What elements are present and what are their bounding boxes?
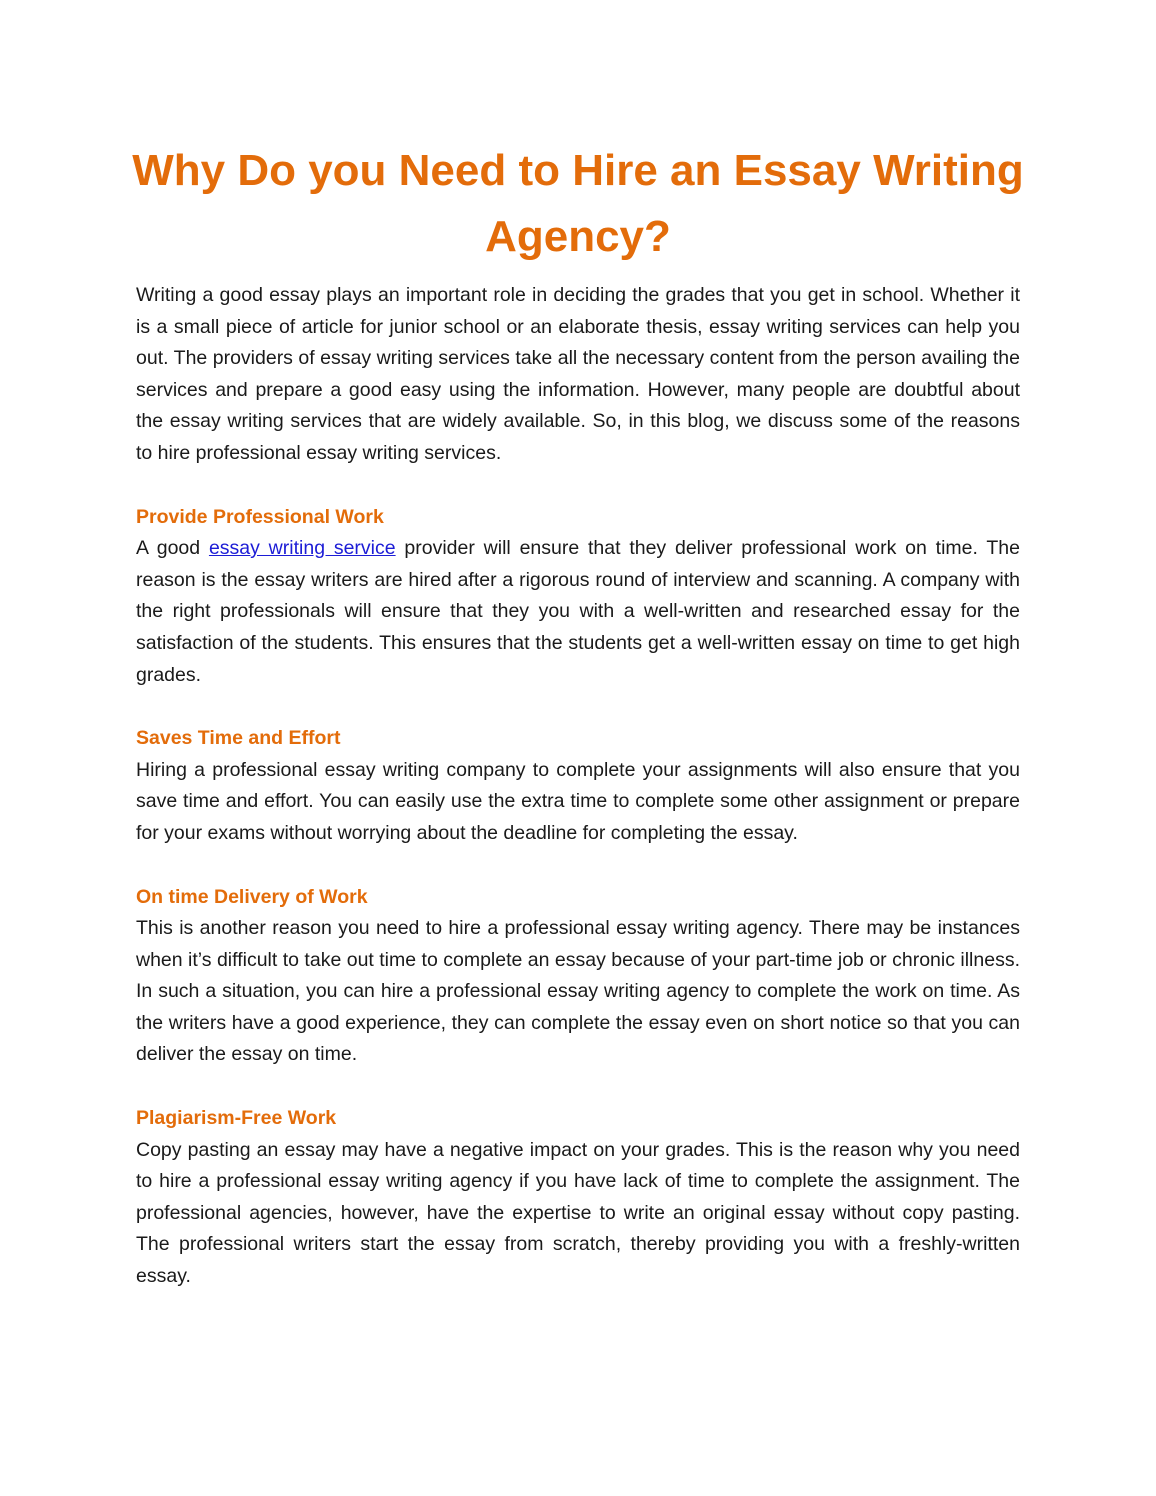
essay-writing-service-link[interactable]: essay writing service <box>208 537 396 560</box>
section-heading: Plagiarism-Free Work <box>136 1107 337 1130</box>
article-body <box>136 280 1020 1293</box>
section-plagiarism-free <box>136 1103 1020 1293</box>
section-paragraph: Copy pasting an essay may have a negative impact on your grades. This is the reason why you need to hire a professional essay writing agency if you have lack of time to complete the assignment. The professional agencies, however, have the expertise to write an original essay without copy pasting. The professional writers start the essay from scratch, thereby providing you with a freshly-written essay. <box>136 1138 1020 1288</box>
page-title: Why Do you Need to Hire an Essay Writing Agency? <box>132 146 1024 261</box>
section-heading: Saves Time and Effort <box>136 727 341 750</box>
section-heading: On time Delivery of Work <box>136 885 368 908</box>
section-paragraph: This is another reason you need to hire a professional essay writing agency. There may be instances when it’s difficult to take out time to complete an essay because of your part-time job or chronic illness. In such a situation, you can hire a professional essay writing agency to complete the work on time. As the writers have a good experience, they can complete the essay even on short notice so that you can deliver the essay on time. <box>136 917 1020 1066</box>
paragraph-text-before-link: A good <box>136 537 209 560</box>
section-saves-time <box>136 723 1020 849</box>
section-heading: Provide Professional Work <box>136 505 384 528</box>
paragraph-text-after-link: provider will ensure that they deliver professional work on time. The reason is the essay writers are hired after a rigorous round of interview and scanning. A company with the right professionals will ensure that they you with a well-written and researched essay for the satisfaction of the students. This ensures that the students get a well-written essay on time to get high grades. <box>136 537 1020 686</box>
section-paragraph: Hiring a professional essay writing company to complete your assignments will also ensure that you save time and effort. You can easily use the extra time to complete some other assignment or prepare for your exams without worrying about the deadline for completing the essay. <box>136 758 1020 844</box>
section-on-time-delivery <box>136 882 1020 1072</box>
section-professional-work <box>136 502 1020 692</box>
section-paragraph <box>136 533 1020 691</box>
intro-paragraph: Writing a good essay plays an important role in deciding the grades that you get in school. Whether it is a small piece of article for junior school or an elaborate thesis, essay writing services can help you out. The providers of essay writing services take all the necessary content from the person availing the services and prepare a good easy using the information. However, many people are doubtful about the essay writing services that are widely available. So, in this blog, we discuss some of the reasons to hire professional essay writing services. <box>136 284 1020 464</box>
